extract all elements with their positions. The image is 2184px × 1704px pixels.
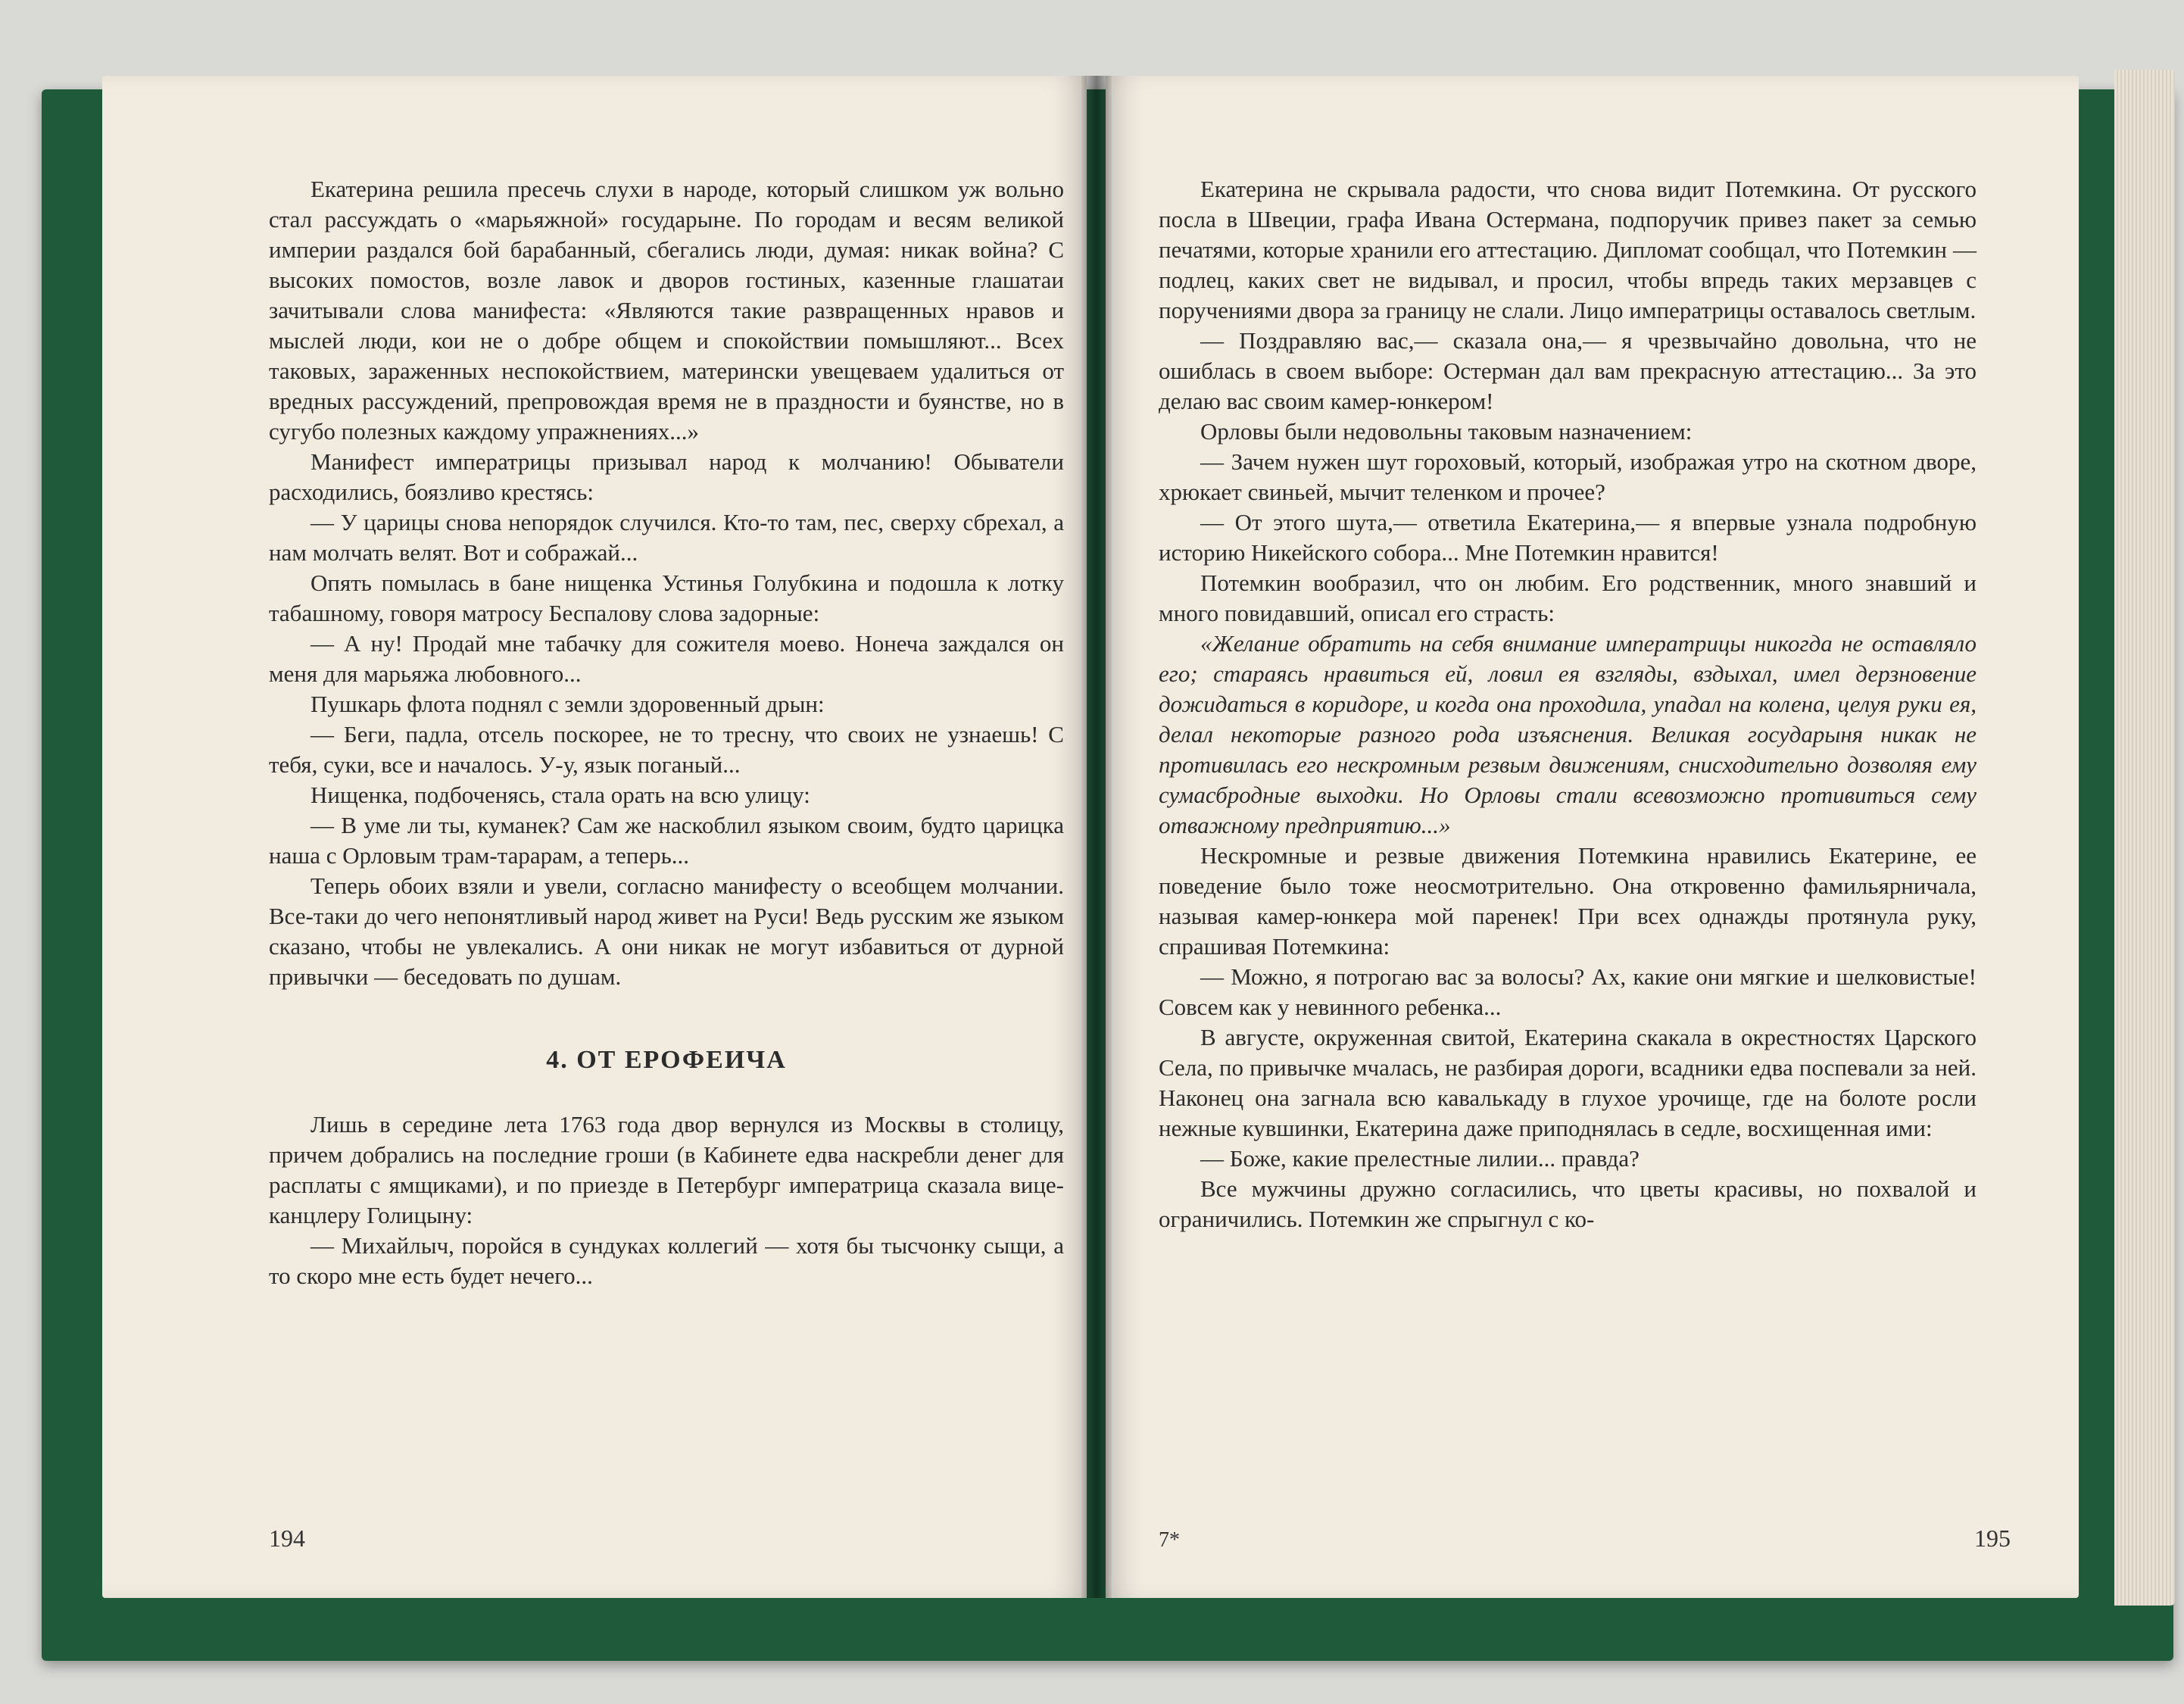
paragraph: Екатерина не скрывала радости, что снова видит Потемкина. От русского посла в Швеции, графа Ивана Остермана, подпоручик привез пакет за семью печатями, которые хранили его аттестацию. Дипломат сообщал, что Потемкин — подлец, каких свет не видывал, и просил, чтобы впредь таких мерзавцев с поручениями двора за границу не слали. Лицо императрицы оставалось светлым. bbox=[1159, 176, 1977, 323]
book-spine bbox=[1081, 76, 1112, 1598]
chapter-title: 4. ОТ ЕРОФЕИЧА bbox=[546, 1046, 787, 1074]
paragraph: — Боже, какие прелестные лилии... правда? bbox=[1200, 1145, 1640, 1172]
paragraph: — Зачем нужен шут гороховый, который, изображая утро на скотном дворе, хрюкает свиньей, мычит теленком и прочее? bbox=[1159, 448, 1977, 505]
signature-mark: 7* bbox=[1159, 1528, 1180, 1552]
paragraph: Орловы были недовольны таковым назначением: bbox=[1200, 418, 1693, 445]
paragraph: Пушкарь флота поднял с земли здоровенный дрын: bbox=[310, 691, 825, 717]
paragraph: — Беги, падла, отсель поскорее, не то тресну, что своих не узнаешь! С тебя, суки, все и началось. У-у, язык поганый... bbox=[269, 721, 1064, 778]
paragraph: В августе, окруженная свитой, Екатерина скакала в окрестностях Царского Села, по привычке мчалась, не разбирая дороги, всадники едва поспевали за ней. Наконец она загнала всю кавалькаду в глухое урочище, где на болоте росли нежные кувшинки, Екатерина даже приподнялась в седле, восхищенная ими: bbox=[1159, 1024, 1977, 1141]
paragraph: Опять помылась в бане нищенка Устинья Голубкина и подошла к лотку табашному, говоря матросу Беспалову слова задорные: bbox=[269, 570, 1064, 626]
paragraph: Потемкин вообразил, что он любим. Его родственник, много знавший и много повидавший, описал его страсть: bbox=[1159, 570, 1977, 626]
paragraph: — Михайлыч, поройся в сундуках коллегий — хотя бы тысчонку сыщи, а то скоро мне есть будет нечего... bbox=[269, 1232, 1064, 1289]
page-number-right: 195 bbox=[1974, 1525, 2011, 1552]
paragraph: — Можно, я потрогаю вас за волосы? Ах, какие они мягкие и шелковистые! Совсем как у невинного ребенка... bbox=[1159, 963, 1977, 1020]
paragraph: — Поздравляю вас,— сказала она,— я чрезвычайно довольна, что не ошиблась в своем выборе: Остерман дал вам прекрасную аттестацию... За это делаю вас своим камер-юнкером! bbox=[1159, 327, 1977, 414]
left-page bbox=[102, 76, 1087, 1598]
paragraph: Нищенка, подбоченясь, стала орать на всю улицу: bbox=[310, 782, 810, 808]
right-page bbox=[1106, 76, 2079, 1598]
paragraph: — В уме ли ты, куманек? Сам же наскоблил языком своим, будто царицка наша с Орловым трам-тарарам, а теперь... bbox=[269, 812, 1064, 869]
paragraph: Манифест императрицы призывал народ к молчанию! Обыватели расходились, боязливо крестясь: bbox=[269, 448, 1064, 505]
paragraph: Все мужчины дружно согласились, что цветы красивы, но похвалой и ограничились. Потемкин же спрыгнул с ко- bbox=[1159, 1175, 1977, 1232]
paragraph: — А ну! Продай мне табачку для сожителя моево. Нонеча заждался он меня для марьяжа любовного... bbox=[269, 630, 1064, 687]
paragraph: Нескромные и резвые движения Потемкина нравились Екатерине, ее поведение было тоже неосмотрительно. Она откровенно фамильярничала, называя камер-юнкера мой паренек! При всех однажды протянула руку, спрашивая Потемкина: bbox=[1159, 842, 1977, 960]
paragraph: Екатерина решила пресечь слухи в народе, который слишком уж вольно стал рассуждать о «марьяжной» государыне. По городам и весям великой империи раздался бой барабанный, сбегались люди, думая: никак война? С высоких помостов, возле лавок и дворов гостиных, казенные глашатаи зачитывали слова манифеста: «Являются такие развращенных нравов и мыслей люди, кои не о добре общем и спокойствии помышляют... Всех таковых, зараженных неспокойствием, матерински увещеваем удалиться от вредных рассуждений, препровождая время не в праздности и буянстве, но в сугубо полезных каждому упражнениях...» bbox=[269, 176, 1064, 445]
paragraph: Лишь в середине лета 1763 года двор вернулся из Москвы в столицу, причем добрались на последние гроши (в Кабинете едва наскребли денег для расплаты с ямщиками), и по приезде в Петербург императрица сказала вице-канцлеру Голицыну: bbox=[269, 1111, 1064, 1228]
page-number-left: 194 bbox=[269, 1525, 305, 1552]
book-page-edges bbox=[2114, 70, 2175, 1606]
italic-quote: «Желание обратить на себя внимание императрицы никогда не оставляло его; стараясь нравиться ей, ловил ея взгляды, вздыхал, имел дерзновение дожидаться в коридоре, и когда она проходила, упадал на колена, целуя руки ея, делал некоторые разного рода изъяснения. Великая государыня никак не противилась его нескромным резвым движениям, снисходительно дозволяя ему сумасбродные выходки. Но Орловы стали всевозможно противиться сему отважному предприятию...» bbox=[1159, 630, 1977, 838]
left-page-text bbox=[269, 174, 1064, 1291]
paragraph: Теперь обоих взяли и увели, согласно манифесту о всеобщем молчании. Все-таки до чего непонятливый народ живет на Руси! Ведь русским же языком сказано, чтобы не увлекались. А они никак не могут избавиться от дурной привычки — беседовать по душам. bbox=[269, 872, 1064, 990]
right-page-text bbox=[1159, 174, 1977, 1234]
paragraph: — У царицы снова непорядок случился. Кто-то там, пес, сверху сбрехал, а нам молчать велят. Вот и сображай... bbox=[269, 509, 1064, 566]
paragraph: — От этого шута,— ответила Екатерина,— я впервые узнала подробную историю Никейского собора... Мне Потемкин нравится! bbox=[1159, 509, 1977, 566]
